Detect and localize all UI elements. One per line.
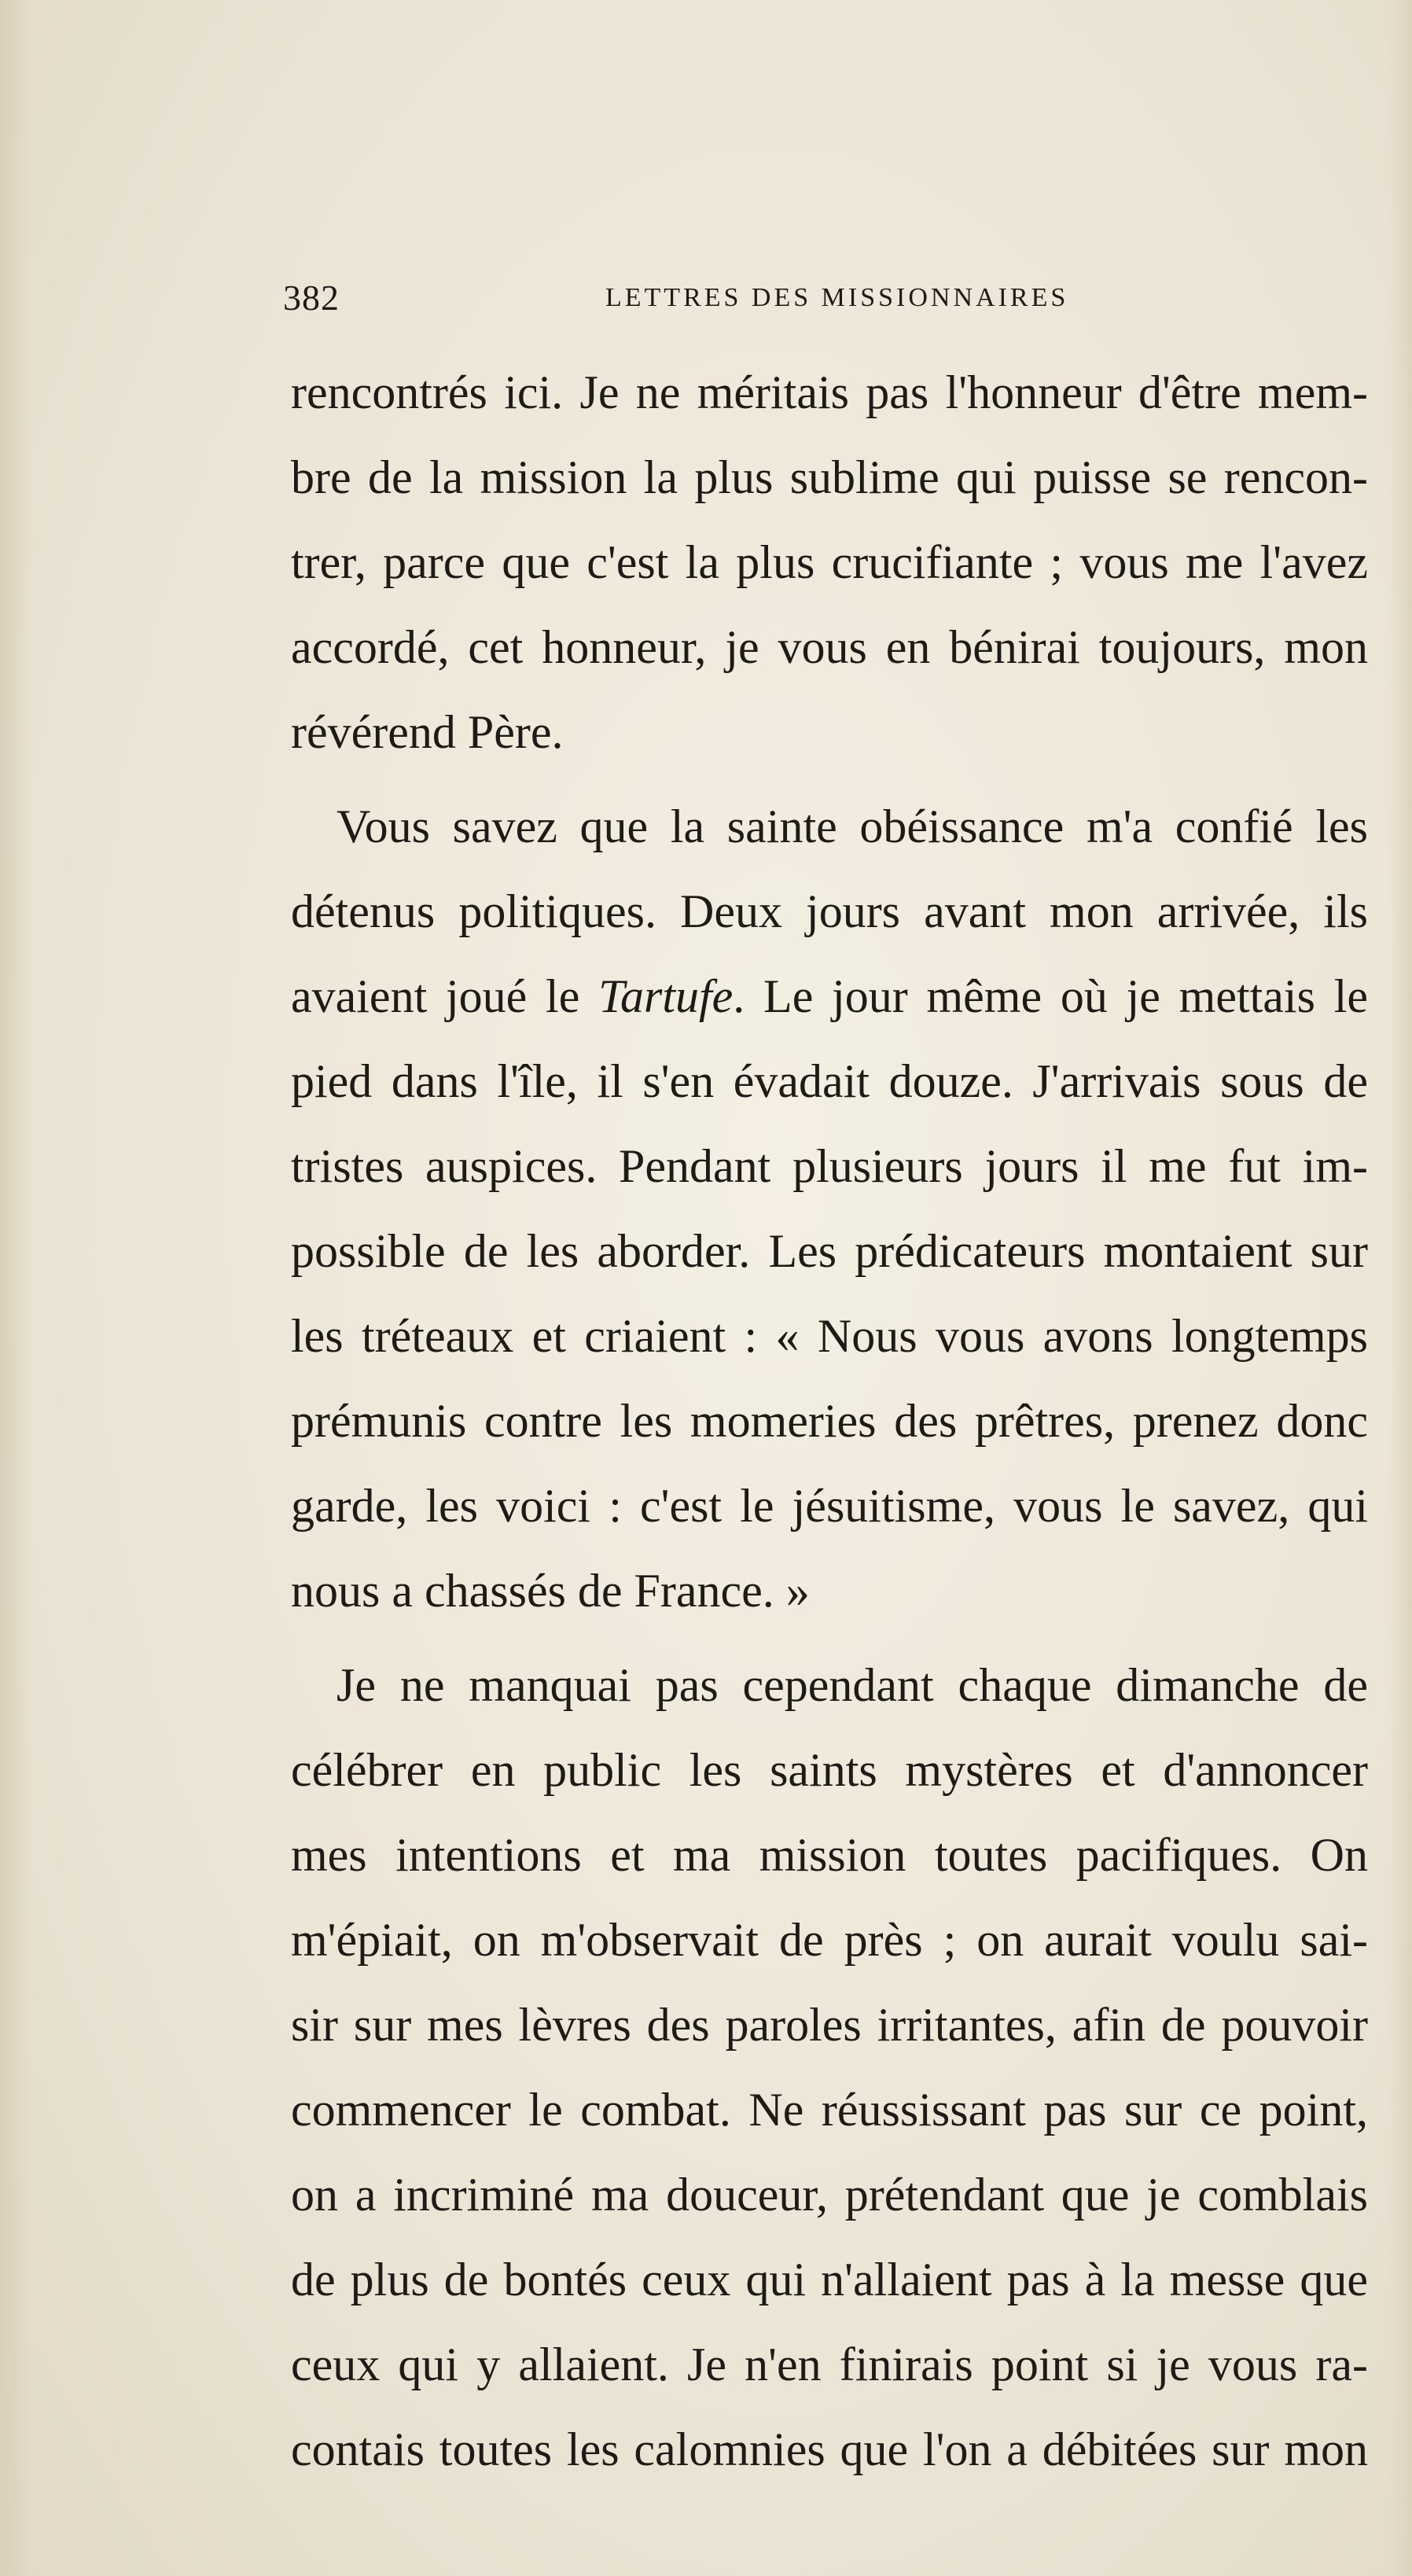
- running-title: LETTRES DES MISSIONNAIRES: [605, 283, 1069, 312]
- text-segment: . Le jour même où je mettais le: [733, 970, 1368, 1022]
- page-number: 382: [283, 278, 340, 318]
- paragraph-2: [291, 784, 1368, 1633]
- text-line: Je ne manquai pas cependant chaque dimanche de: [336, 1659, 1368, 1711]
- page-header: [283, 277, 1376, 324]
- text-line: bre de la mission la plus sublime qui puisse se rencon-: [291, 451, 1368, 503]
- paper-edge-right: [1388, 0, 1412, 2576]
- text-line: on a incriminé ma douceur, prétendant que je comblais: [291, 2169, 1368, 2221]
- text-line: tristes auspices. Pendant plusieurs jours il me fut im-: [291, 1140, 1368, 1192]
- text-line: m'épiait, on m'observait de près ; on aurait voulu sai-: [291, 1914, 1368, 1966]
- text-line: rencontrés ici. Je ne méritais pas l'honneur d'être mem-: [291, 366, 1368, 418]
- text-line: trer, parce que c'est la plus crucifiante ; vous me l'avez: [291, 536, 1368, 588]
- text-line: contais toutes les calomnies que l'on a débitées sur mon: [291, 2423, 1368, 2475]
- text-line: les tréteaux et criaient : « Nous vous avons longtemps: [291, 1310, 1368, 1362]
- text-body: [291, 350, 1368, 2492]
- text-line: pied dans l'île, il s'en évadait douze. J'arrivais sous de: [291, 1055, 1368, 1107]
- text-line: commencer le combat. Ne réussissant pas sur ce point,: [291, 2084, 1368, 2136]
- text-line: Vous savez que la sainte obéissance m'a confié les: [336, 800, 1368, 852]
- text-line: révérend Père.: [291, 706, 564, 758]
- text-line: de plus de bontés ceux qui n'allaient pas à la messe que: [291, 2254, 1368, 2306]
- paragraph-3: [291, 1643, 1368, 2492]
- text-line: nous a chassés de France. »: [291, 1565, 810, 1617]
- text-line: garde, les voici : c'est le jésuitisme, vous le savez, qui: [291, 1480, 1368, 1532]
- text-line: ceux qui y allaient. Je n'en finirais point si je vous ra-: [291, 2339, 1368, 2390]
- text-line: accordé, cet honneur, je vous en bénirai toujours, mon: [291, 621, 1368, 673]
- text-line: possible de les aborder. Les prédicateurs montaient sur: [291, 1225, 1368, 1277]
- text-line: mes intentions et ma mission toutes pacifiques. On: [291, 1829, 1368, 1881]
- paper-edge-left: [0, 0, 31, 2576]
- text-segment: avaient joué le: [291, 970, 580, 1022]
- text-line-with-italic: [291, 954, 1368, 1039]
- paragraph-1: [291, 350, 1368, 775]
- italic-title: Tartufe: [598, 970, 734, 1022]
- text-line: célébrer en public les saints mystères et d'annoncer: [291, 1744, 1368, 1796]
- text-line: prémunis contre les momeries des prêtres, prenez donc: [291, 1395, 1368, 1447]
- text-line: sir sur mes lèvres des paroles irritantes, afin de pouvoir: [291, 1999, 1368, 2051]
- text-line: détenus politiques. Deux jours avant mon arrivée, ils: [291, 885, 1368, 937]
